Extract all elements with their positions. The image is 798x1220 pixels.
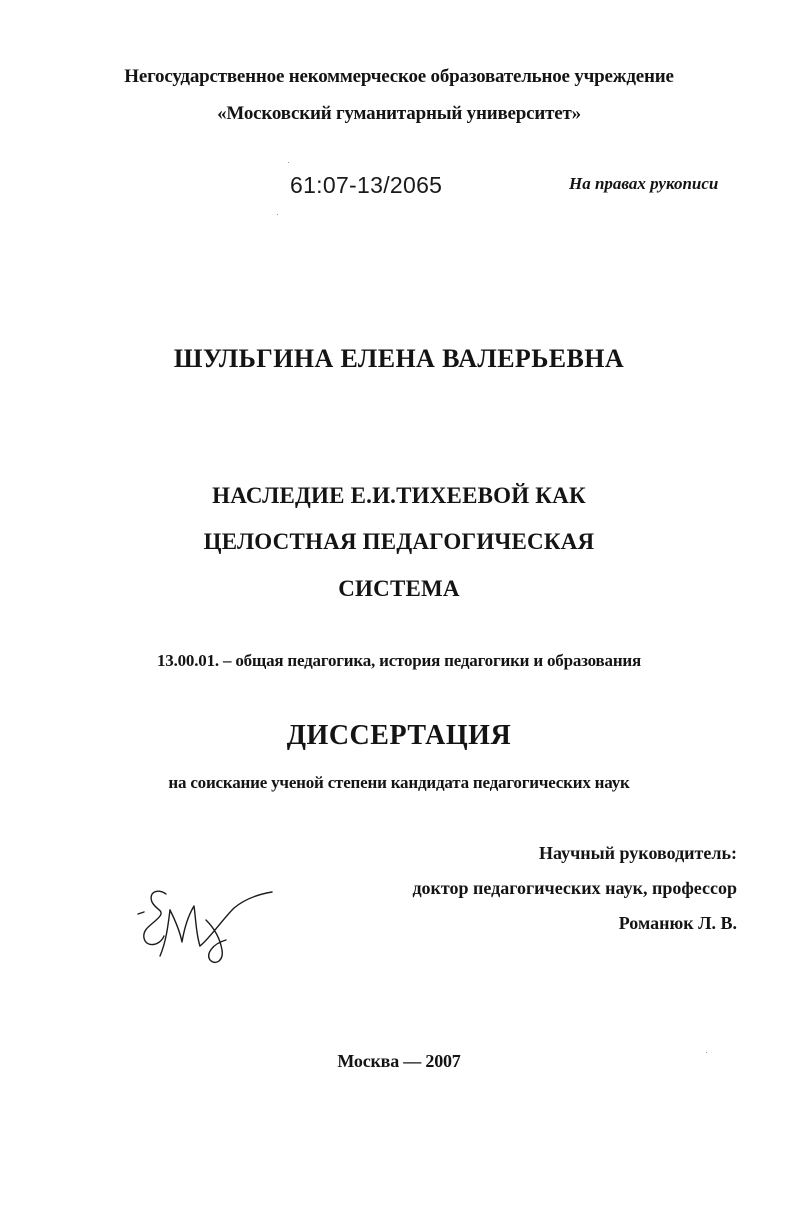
city-year: Москва — 2007 [337,1051,461,1071]
scan-speck [288,162,289,163]
specialty-code: 13.00.01. – общая педагогика, история педагогики и образования [156,651,642,670]
author-name: ШУЛЬГИНА ЕЛЕНА ВАЛЕРЬЕВНА [173,344,625,373]
manuscript-rights-note: На правах рукописи [569,174,719,193]
catalog-code: 61:07-13/2065 [290,172,443,198]
scan-speck [706,1052,707,1053]
institution-name-line-2: «Московский гуманитарный университет» [217,103,581,124]
degree-line: на соискание ученой степени кандидата педагогических наук [168,773,630,792]
title-line-2: ЦЕЛОСТНАЯ ПЕДАГОГИЧЕСКАЯ [203,529,595,554]
title-line-1: НАСЛЕДИЕ Е.И.ТИХЕЕВОЙ КАК [212,483,586,508]
supervisor-credentials: доктор педагогических наук, профессор [412,878,737,898]
supervisor-name: Романюк Л. В. [618,913,737,933]
document-type: ДИССЕРТАЦИЯ [286,720,512,751]
scan-speck [277,214,278,215]
handwritten-signature [130,880,280,970]
institution-name-line-1: Негосударственное некоммерческое образовательное учреждение [124,66,674,87]
supervisor-heading: Научный руководитель: [539,843,737,863]
title-line-3: СИСТЕМА [338,576,460,601]
